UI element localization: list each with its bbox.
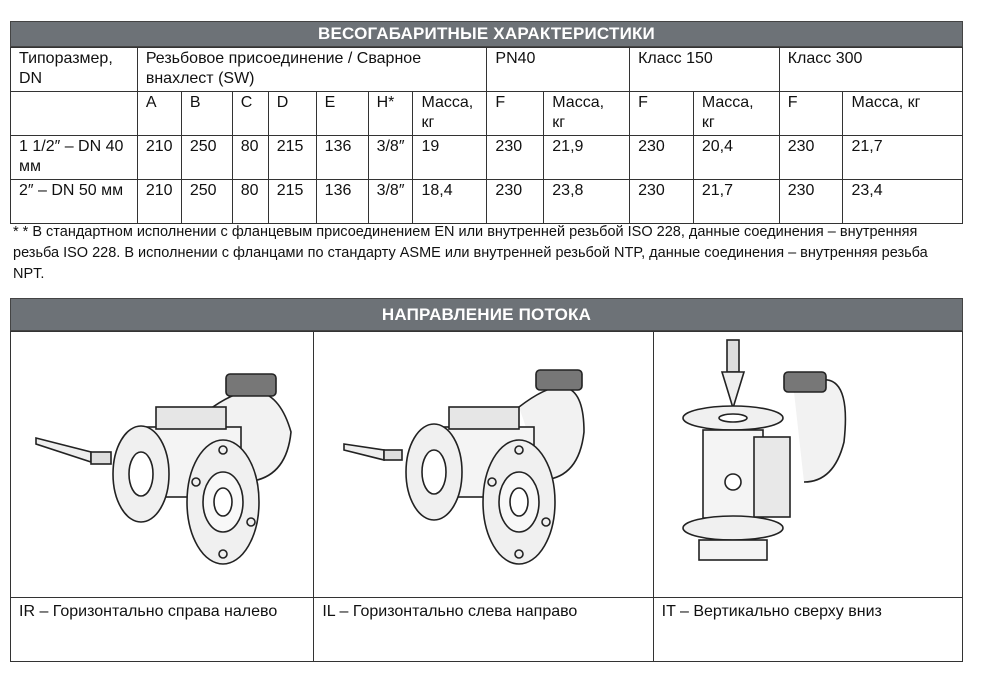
subheader-cell: F xyxy=(779,92,843,136)
table-cell: 23,4 xyxy=(843,180,963,224)
dimensions-title: ВЕСОГАБАРИТНЫЕ ХАРАКТЕРИСТИКИ xyxy=(10,21,963,47)
subheader-cell: Масса, кг xyxy=(693,92,779,136)
table-cell: 250 xyxy=(181,136,232,180)
table-cell: 215 xyxy=(268,136,316,180)
table-cell: 210 xyxy=(137,136,181,180)
subheader-cell: C xyxy=(232,92,268,136)
flow-label-ir: IR – Горизонтально справа налево xyxy=(19,603,278,620)
subheader-cell: A xyxy=(137,92,181,136)
table-cell: 3/8″ xyxy=(368,180,413,224)
table-header-row xyxy=(11,48,963,92)
flow-title: НАПРАВЛЕНИЕ ПОТОКА xyxy=(10,298,963,331)
header-class300: Класс 300 xyxy=(779,48,962,92)
subheader-cell: E xyxy=(316,92,368,136)
flow-panels xyxy=(10,331,963,662)
valve-vertical-icon xyxy=(654,332,962,598)
subheader-cell: Масса, кг xyxy=(843,92,963,136)
table-cell: 20,4 xyxy=(693,136,779,180)
flow-label-it: IT – Вертикально сверху вниз xyxy=(661,603,882,620)
table-cell: 80 xyxy=(232,136,268,180)
table-row xyxy=(11,136,963,180)
subheader-empty xyxy=(11,92,138,136)
table-cell: 23,8 xyxy=(544,180,630,224)
subheader-cell: F xyxy=(630,92,694,136)
table-cell: 230 xyxy=(779,136,843,180)
table-cell: 230 xyxy=(630,136,694,180)
flow-panel-il xyxy=(314,332,653,661)
footnote: * * В стандартном исполнении с фланцевым присоединением EN или внутренней резьбой ISO 228, данные соединения – внутренняя резьба ISO 228. В исполнении с фланцами по стандарту ASME или внутренней резьбой NTP, данные соединения – внутренняя резьба NPT. xyxy=(13,224,928,282)
table-cell: 230 xyxy=(630,180,694,224)
subheader-cell: B xyxy=(181,92,232,136)
table-cell: 21,7 xyxy=(693,180,779,224)
table-cell: 80 xyxy=(232,180,268,224)
table-row xyxy=(11,180,963,224)
table-cell: 215 xyxy=(268,180,316,224)
table-cell: 3/8″ xyxy=(368,136,413,180)
table-cell: 230 xyxy=(779,180,843,224)
table-cell: 136 xyxy=(316,180,368,224)
table-cell: 136 xyxy=(316,136,368,180)
header-pn40: PN40 xyxy=(487,48,630,92)
table-cell: 21,9 xyxy=(544,136,630,180)
dimensions-table xyxy=(10,47,963,224)
table-cell: 19 xyxy=(413,136,487,180)
valve-horizontal-icon xyxy=(314,332,652,598)
subheader-cell: D xyxy=(268,92,316,136)
subheader-cell: Масса, кг xyxy=(413,92,487,136)
flow-panel-it xyxy=(654,332,962,661)
table-cell: 210 xyxy=(137,180,181,224)
table-cell: 18,4 xyxy=(413,180,487,224)
table-cell: 230 xyxy=(487,136,544,180)
flow-panel-ir xyxy=(11,332,314,661)
row-size: 1 1/2″ – DN 40 мм xyxy=(11,136,138,180)
valve-horizontal-icon xyxy=(11,332,313,598)
table-cell: 230 xyxy=(487,180,544,224)
header-threaded: Резьбовое присоединение / Сварное внахлест (SW) xyxy=(137,48,487,92)
subheader-cell: F xyxy=(487,92,544,136)
row-size: 2″ – DN 50 мм xyxy=(11,180,138,224)
subheader-cell: Масса, кг xyxy=(544,92,630,136)
header-class150: Класс 150 xyxy=(630,48,780,92)
flow-label-il: IL – Горизонтально слева направо xyxy=(322,603,578,620)
subheader-cell: H* xyxy=(368,92,413,136)
table-cell: 250 xyxy=(181,180,232,224)
table-cell: 21,7 xyxy=(843,136,963,180)
table-subheader-row xyxy=(11,92,963,136)
header-size: Типоразмер, DN xyxy=(11,48,138,92)
